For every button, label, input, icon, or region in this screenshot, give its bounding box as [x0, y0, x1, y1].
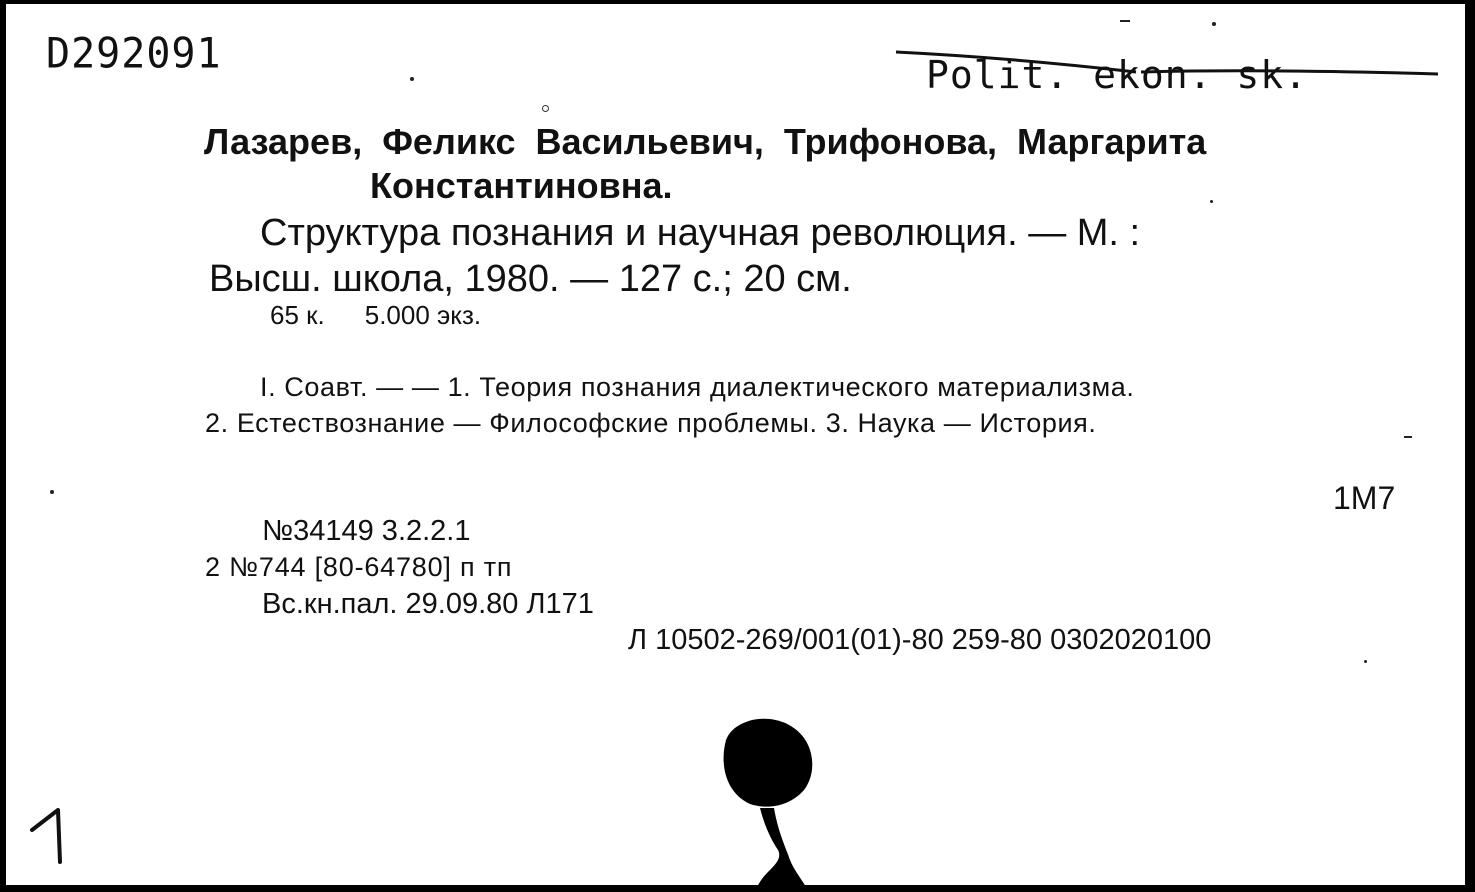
code-line-1: №34149 3.2.2.1 — [262, 515, 471, 547]
code-line-2: 2 №744 [80-64780] п тп — [205, 552, 513, 582]
title-line-1: Структура познания и научная революция. — М. : — [260, 212, 1141, 254]
code-line-3: Вс.кн.пал. 29.09.80 Л171 — [262, 588, 594, 620]
speck — [410, 77, 414, 81]
handwritten-mark: 1М7 — [1333, 480, 1396, 516]
speck — [1120, 20, 1130, 22]
speck — [1364, 660, 1367, 663]
speck — [1404, 436, 1412, 438]
tracing-line-1: I. Соавт. — — 1. Теория познания диалектического материализма. — [260, 372, 1135, 402]
price-copies — [270, 302, 481, 328]
authors-line-1: Лазарев, Феликс Васильевич, Трифонова, Маргарита — [204, 121, 1207, 162]
price: 65 к. — [270, 300, 325, 330]
strikethrough-lines — [886, 34, 1441, 104]
speck — [50, 490, 54, 494]
handwritten-number-1 — [26, 804, 76, 866]
speck — [1210, 200, 1213, 203]
speck — [1212, 22, 1216, 26]
punch-hole — [712, 712, 836, 887]
catalog-card — [6, 4, 1469, 887]
tracing-line-2: 2. Естествознание — Философские проблемы. 3. Наука — История. — [205, 408, 1097, 438]
subject-heading-struck: Polit. ekon. sk. — [926, 53, 1309, 97]
code-line-4: Л 10502-269/001(01)-80 259-80 0302020100 — [628, 624, 1212, 656]
title-line-2: Высш. школа, 1980. — 127 с.; 20 см. — [209, 258, 852, 300]
authors-line-2: Константиновна. — [370, 165, 673, 206]
speck — [542, 105, 549, 112]
copies: 5.000 экз. — [364, 300, 482, 330]
call-number: D292091 — [46, 29, 222, 79]
